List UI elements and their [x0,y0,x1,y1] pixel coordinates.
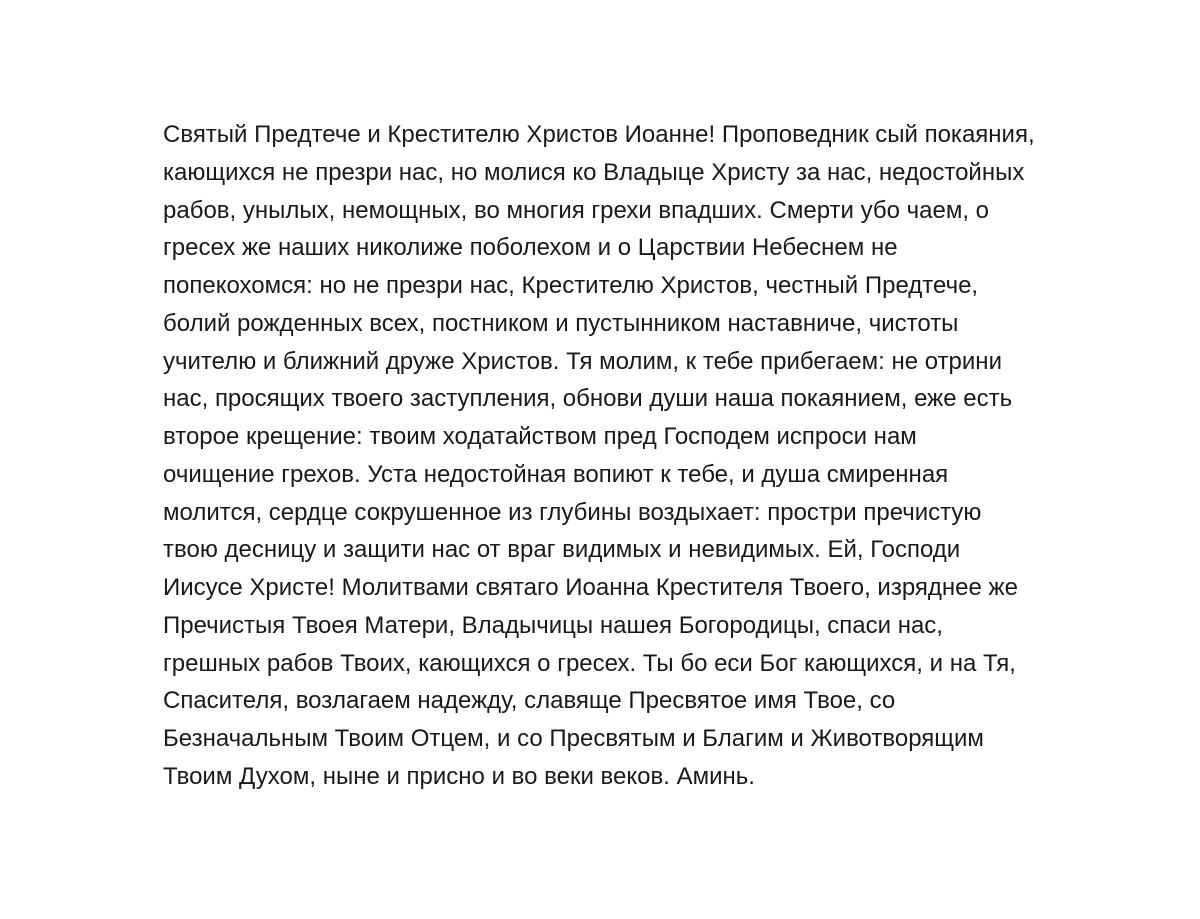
text-line: Спасителя, возлагаем надежду, славяще Пресвятое имя Твое, со [163,687,896,715]
text-line: рабов, унылых, немощных, во многия грехи впадших. Смерти убо чаем, о [163,196,989,224]
text-line: учителю и ближний друже Христов. Тя молим, к тебе прибегаем: не отрини [163,347,1002,375]
text-line: Иисусе Христе! Молитвами святаго Иоанна Крестителя Твоего, изряднее же [163,574,1018,601]
text-line: гресех же наших николиже поболехом и о Царствии Небеснем не [163,234,898,262]
text-line: молится, сердце сокрушенное из глубины воздыхает: простри пречистую [163,498,982,526]
text-line: второе крещение: твоим ходатайством пред Господем испроси нам [163,423,917,450]
text-line: нас, просящих твоего заступления, обнови души наша покаянием, еже есть [163,385,1013,413]
text-line: Безначальным Твоим Отцем, и со Пресвятым и Благим и Животворящим [163,725,984,752]
text-line: грешных рабов Твоих, кающихся о гресех. Ты бо еси Бог кающихся, и на Тя, [163,649,1016,677]
text-line: попекохомся: но не презри нас, Крестителю Христов, честный Предтече, [163,272,979,299]
text-line: Святый Предтече и Крестителю Христов Иоанне! Проповедник сый покаяния, [163,121,1035,148]
text-line: болий рожденных всех, постником и пустынником наставниче, чистоты [163,309,959,337]
text-line: очищение грехов. Уста недостойная вопиют к тебе, и душа смиренная [163,460,949,488]
prayer-text-block [163,116,1163,796]
text-line: Твоим Духом, ныне и присно и во веки веков. Аминь. [163,762,755,790]
text-line: Пречистыя Твоея Матери, Владычицы нашея Богородицы, спаси нас, [163,611,943,639]
text-line: твою десницу и защити нас от враг видимых и невидимых. Ей, Господи [163,536,961,564]
text-line: кающихся не презри нас, но молися ко Владыце Христу за нас, недостойных [163,158,1025,186]
